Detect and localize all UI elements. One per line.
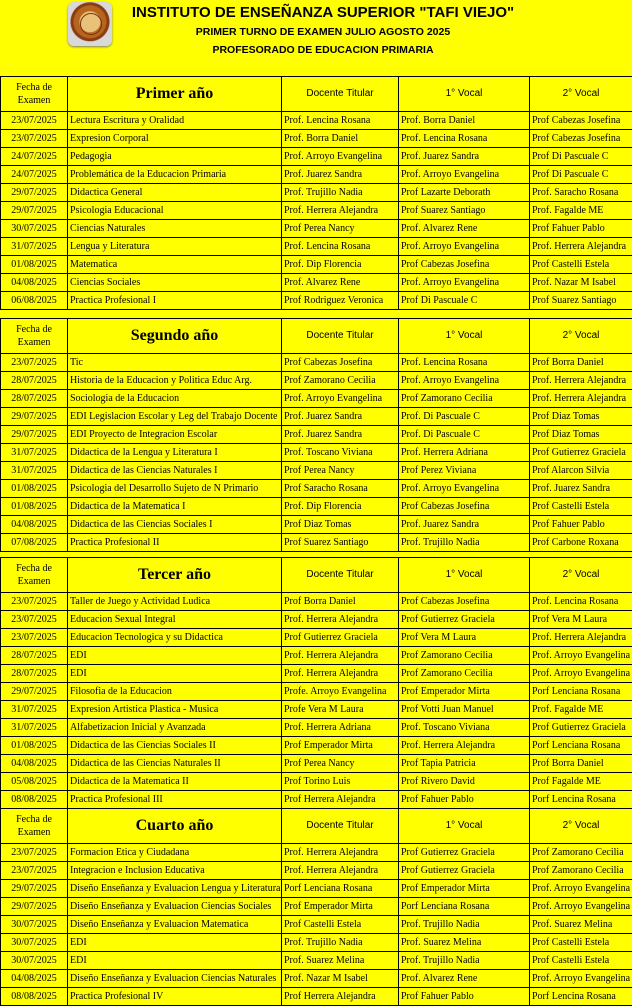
vocal1-cell: Prof Zamorano Cecilia	[399, 390, 530, 408]
vocal2-cell: Prof Di Pascuale C	[530, 166, 632, 184]
teacher-cell: Prof. Herrera Alejandra	[282, 647, 399, 665]
subject-cell: Educacion Tecnologica y su Didactica	[68, 629, 282, 647]
teacher-cell: Prof. Nazar M Isabel	[282, 970, 399, 988]
table-row	[1, 773, 632, 791]
section-table	[0, 557, 632, 809]
table-row	[1, 898, 632, 916]
table-row	[1, 112, 632, 130]
vocal1-cell: Prof. Trujillo Nadia	[399, 534, 530, 552]
subject-cell: Psicologia Educacional	[68, 202, 282, 220]
vocal1-cell: Prof. Toscano Viviana	[399, 719, 530, 737]
document-header	[0, 0, 632, 74]
exam-date-cell: 23/07/2025	[1, 593, 68, 611]
exam-date-cell: 01/08/2025	[1, 256, 68, 274]
subject-cell: Taller de Juego y Actividad Ludica	[68, 593, 282, 611]
vocal2-cell: Prof. Arroyo Evangelina	[530, 647, 632, 665]
teacher-column-header: Docente Titular	[282, 558, 399, 593]
table-row	[1, 516, 632, 534]
vocal2-cell: Prof Borra Daniel	[530, 354, 632, 372]
subject-cell: Ciencias Sociales	[68, 274, 282, 292]
teacher-column-header: Docente Titular	[282, 319, 399, 354]
vocal2-cell: Prof. Arroyo Evangelina	[530, 665, 632, 683]
teacher-cell: Prof Perea Nancy	[282, 755, 399, 773]
table-row	[1, 408, 632, 426]
table-row	[1, 390, 632, 408]
vocal2-cell: Prof Diaz Tomas	[530, 408, 632, 426]
vocal2-cell: Prof Zamorano Cecilia	[530, 862, 632, 880]
program-title: PROFESORADO DE EDUCACION PRIMARIA	[0, 44, 632, 56]
section-title: Cuarto año	[68, 809, 282, 844]
table-row	[1, 274, 632, 292]
vocal2-cell: Prof Borra Daniel	[530, 755, 632, 773]
subject-cell: Sociologia de la Educacion	[68, 390, 282, 408]
subject-cell: Matematica	[68, 256, 282, 274]
teacher-cell: Prof Gutierrez Graciela	[282, 629, 399, 647]
subject-cell: Diseño Enseñanza y Evaluacion Ciencias Naturales	[68, 970, 282, 988]
vocal2-column-header: 2° Vocal	[530, 319, 632, 354]
exam-date-cell: 23/07/2025	[1, 611, 68, 629]
vocal2-cell: Prof Suarez Santiago	[530, 292, 632, 310]
teacher-cell: Prof. Herrera Alejandra	[282, 202, 399, 220]
section-table	[0, 808, 632, 1006]
table-row	[1, 130, 632, 148]
teacher-cell: Prof. Herrera Alejandra	[282, 844, 399, 862]
teacher-cell: Prof Herrera Alejandra	[282, 988, 399, 1006]
exam-date-cell: 30/07/2025	[1, 934, 68, 952]
vocal1-column-header: 1° Vocal	[399, 319, 530, 354]
vocal1-cell: Prof. Arroyo Evangelina	[399, 166, 530, 184]
institute-title: INSTITUTO DE ENSEÑANZA SUPERIOR "TAFI VIEJO"	[0, 4, 632, 21]
vocal2-cell: Prof Castelli Estela	[530, 952, 632, 970]
table-row	[1, 737, 632, 755]
table-row	[1, 354, 632, 372]
subject-cell: Expresion Artistica Plastica - Musica	[68, 701, 282, 719]
teacher-cell: Prof. Toscano Viviana	[282, 444, 399, 462]
teacher-cell: Prof. Juarez Sandra	[282, 426, 399, 444]
subject-cell: Historia de la Educacion y Politica Educ Arg.	[68, 372, 282, 390]
exam-date-cell: 23/07/2025	[1, 354, 68, 372]
teacher-cell: Prof. Dip Florencia	[282, 498, 399, 516]
vocal2-cell: Prof. Saracho Rosana	[530, 184, 632, 202]
section-header-row	[1, 558, 632, 593]
section-title: Segundo año	[68, 319, 282, 354]
teacher-cell: Prof Emperador Mirta	[282, 898, 399, 916]
table-row	[1, 292, 632, 310]
subject-cell: Formacion Etica y Ciudadana	[68, 844, 282, 862]
teacher-cell: Prof. Juarez Sandra	[282, 166, 399, 184]
vocal1-cell: Prof Fahuer Pablo	[399, 988, 530, 1006]
exam-date-cell: 31/07/2025	[1, 238, 68, 256]
subject-cell: Didactica de la Matematica I	[68, 498, 282, 516]
exam-date-cell: 28/07/2025	[1, 647, 68, 665]
vocal1-cell: Prof Cabezas Josefina	[399, 498, 530, 516]
vocal2-cell: Prof. Herrera Alejandra	[530, 238, 632, 256]
vocal2-cell: Prof Cabezas Josefina	[530, 112, 632, 130]
table-row	[1, 988, 632, 1006]
subject-cell: Pedagogia	[68, 148, 282, 166]
subject-cell: Didactica de las Ciencias Sociales II	[68, 737, 282, 755]
vocal1-cell: Prof. Suarez Melina	[399, 934, 530, 952]
subject-cell: Didactica de las Ciencias Sociales I	[68, 516, 282, 534]
table-row	[1, 238, 632, 256]
teacher-cell: Prof. Herrera Alejandra	[282, 862, 399, 880]
subject-cell: Practica Profesional II	[68, 534, 282, 552]
vocal1-cell: Prof Rivero David	[399, 773, 530, 791]
teacher-cell: Prof. Herrera Alejandra	[282, 611, 399, 629]
table-row	[1, 148, 632, 166]
vocal1-cell: Prof. Juarez Sandra	[399, 516, 530, 534]
section-header-row	[1, 77, 632, 112]
vocal2-cell: Prof Gutierrez Graciela	[530, 719, 632, 737]
table-row	[1, 791, 632, 809]
teacher-cell: Prof. Dip Florencia	[282, 256, 399, 274]
exam-date-cell: 05/08/2025	[1, 773, 68, 791]
table-row	[1, 647, 632, 665]
table-row	[1, 593, 632, 611]
vocal2-cell: Prof. Lencina Rosana	[530, 593, 632, 611]
subject-cell: EDI Proyecto de Integracion Escolar	[68, 426, 282, 444]
vocal2-cell: Prof Fahuer Pablo	[530, 220, 632, 238]
vocal2-cell: Prof. Herrera Alejandra	[530, 629, 632, 647]
exam-date-cell: 24/07/2025	[1, 166, 68, 184]
vocal1-cell: Prof. Trujillo Nadia	[399, 916, 530, 934]
vocal1-cell: Prof. Di Pascuale C	[399, 408, 530, 426]
vocal1-cell: Prof Votti Juan Manuel	[399, 701, 530, 719]
table-row	[1, 934, 632, 952]
table-row	[1, 719, 632, 737]
exam-period-title: PRIMER TURNO DE EXAMEN JULIO AGOSTO 2025	[0, 26, 632, 38]
teacher-cell: Prof Saracho Rosana	[282, 480, 399, 498]
subject-cell: Practica Profesional IV	[68, 988, 282, 1006]
table-row	[1, 462, 632, 480]
subject-cell: Didactica General	[68, 184, 282, 202]
teacher-cell: Porf Lenciana Rosana	[282, 880, 399, 898]
vocal2-cell: Prof. Arroyo Evangelina	[530, 880, 632, 898]
exam-date-cell: 28/07/2025	[1, 665, 68, 683]
vocal1-column-header: 1° Vocal	[399, 77, 530, 112]
subject-cell: Didactica de la Lengua y Literatura I	[68, 444, 282, 462]
table-row	[1, 862, 632, 880]
teacher-cell: Prof Suarez Santiago	[282, 534, 399, 552]
table-row	[1, 880, 632, 898]
subject-cell: Didactica de la Matematica II	[68, 773, 282, 791]
vocal1-cell: Prof Gutierrez Graciela	[399, 611, 530, 629]
teacher-cell: Prof. Trujillo Nadia	[282, 934, 399, 952]
teacher-cell: Prof Perea Nancy	[282, 220, 399, 238]
subject-cell: EDI Legislacion Escolar y Leg del Trabajo Docente	[68, 408, 282, 426]
vocal1-cell: Prof. Di Pascuale C	[399, 426, 530, 444]
subject-cell: Practica Profesional I	[68, 292, 282, 310]
table-row	[1, 534, 632, 552]
teacher-cell: Prof Zamorano Cecilia	[282, 372, 399, 390]
section-header-row	[1, 809, 632, 844]
vocal1-cell: Prof. Arroyo Evangelina	[399, 480, 530, 498]
teacher-cell: Prof. Arroyo Evangelina	[282, 148, 399, 166]
vocal1-column-header: 1° Vocal	[399, 809, 530, 844]
date-column-header: Fecha de Examen	[1, 319, 68, 354]
vocal2-cell: Prof. Fagalde ME	[530, 701, 632, 719]
subject-cell: Psicologia del Desarrollo Sujeto de N Primario	[68, 480, 282, 498]
vocal2-column-header: 2° Vocal	[530, 809, 632, 844]
teacher-cell: Prof Torino Luis	[282, 773, 399, 791]
vocal1-cell: Prof Zamorano Cecilia	[399, 665, 530, 683]
table-row	[1, 755, 632, 773]
teacher-cell: Prof Perea Nancy	[282, 462, 399, 480]
exam-date-cell: 23/07/2025	[1, 862, 68, 880]
exam-date-cell: 04/08/2025	[1, 755, 68, 773]
vocal2-cell: Prof. Arroyo Evangelina	[530, 898, 632, 916]
exam-date-cell: 08/08/2025	[1, 791, 68, 809]
exam-date-cell: 29/07/2025	[1, 880, 68, 898]
vocal1-cell: Prof Tapia Patricia	[399, 755, 530, 773]
exam-date-cell: 04/08/2025	[1, 516, 68, 534]
exam-date-cell: 31/07/2025	[1, 444, 68, 462]
subject-cell: Practica Profesional III	[68, 791, 282, 809]
teacher-cell: Prof. Suarez Melina	[282, 952, 399, 970]
exam-date-cell: 04/08/2025	[1, 970, 68, 988]
subject-cell: Expresion Corporal	[68, 130, 282, 148]
table-row	[1, 629, 632, 647]
teacher-cell: Prof. Juarez Sandra	[282, 408, 399, 426]
exam-date-cell: 23/07/2025	[1, 844, 68, 862]
exam-date-cell: 29/07/2025	[1, 426, 68, 444]
vocal1-cell: Prof. Arroyo Evangelina	[399, 238, 530, 256]
subject-cell: Didactica de las Ciencias Naturales II	[68, 755, 282, 773]
exam-date-cell: 01/08/2025	[1, 498, 68, 516]
table-row	[1, 701, 632, 719]
vocal2-cell: Prof Gutierrez Graciela	[530, 444, 632, 462]
exam-date-cell: 29/07/2025	[1, 202, 68, 220]
vocal2-cell: Prof Castelli Estela	[530, 256, 632, 274]
table-row	[1, 166, 632, 184]
vocal2-cell: Prof Cabezas Josefina	[530, 130, 632, 148]
section-title: Tercer año	[68, 558, 282, 593]
vocal1-cell: Prof. Alvarez Rene	[399, 970, 530, 988]
exam-date-cell: 24/07/2025	[1, 148, 68, 166]
vocal2-cell: Prof Vera M Laura	[530, 611, 632, 629]
exam-date-cell: 07/08/2025	[1, 534, 68, 552]
table-row	[1, 184, 632, 202]
subject-cell: Problemática de la Educacion Primaria	[68, 166, 282, 184]
teacher-cell: Prof. Arroyo Evangelina	[282, 390, 399, 408]
subject-cell: Integracion e Inclusion Educativa	[68, 862, 282, 880]
subject-cell: EDI	[68, 934, 282, 952]
teacher-column-header: Docente Titular	[282, 809, 399, 844]
vocal1-cell: Prof. Juarez Sandra	[399, 148, 530, 166]
table-row	[1, 952, 632, 970]
vocal2-cell: Prof Carbone Roxana	[530, 534, 632, 552]
vocal2-cell: Prof Castelli Estela	[530, 934, 632, 952]
subject-cell: Diseño Enseñanza y Evaluacion Matematica	[68, 916, 282, 934]
subject-cell: Diseño Enseñanza y Evaluacion Lengua y Literatura	[68, 880, 282, 898]
section-table	[0, 76, 632, 310]
vocal1-cell: Prof Di Pascuale C	[399, 292, 530, 310]
date-column-header: Fecha de Examen	[1, 77, 68, 112]
subject-cell: EDI	[68, 647, 282, 665]
vocal2-cell: Prof Diaz Tomas	[530, 426, 632, 444]
exam-date-cell: 31/07/2025	[1, 719, 68, 737]
teacher-cell: Prof Herrera Alejandra	[282, 791, 399, 809]
vocal1-column-header: 1° Vocal	[399, 558, 530, 593]
table-row	[1, 220, 632, 238]
teacher-cell: Prof Castelli Estela	[282, 916, 399, 934]
exam-date-cell: 29/07/2025	[1, 184, 68, 202]
subject-cell: Diseño Enseñanza y Evaluacion Ciencias Sociales	[68, 898, 282, 916]
subject-cell: Ciencias Naturales	[68, 220, 282, 238]
vocal1-cell: Prof Cabezas Josefina	[399, 593, 530, 611]
vocal1-cell: Prof. Alvarez Rene	[399, 220, 530, 238]
vocal1-cell: Prof Vera M Laura	[399, 629, 530, 647]
teacher-cell: Prof Diaz Tomas	[282, 516, 399, 534]
teacher-cell: Prof Cabezas Josefina	[282, 354, 399, 372]
vocal2-cell: Porf Lenciana Rosana	[530, 683, 632, 701]
subject-cell: Tic	[68, 354, 282, 372]
subject-cell: EDI	[68, 952, 282, 970]
vocal2-cell: Prof Castelli Estela	[530, 498, 632, 516]
vocal2-cell: Prof. Juarez Sandra	[530, 480, 632, 498]
teacher-cell: Prof. Borra Daniel	[282, 130, 399, 148]
exam-date-cell: 30/07/2025	[1, 916, 68, 934]
subject-cell: Filosofia de la Educacion	[68, 683, 282, 701]
vocal1-cell: Prof. Borra Daniel	[399, 112, 530, 130]
table-row	[1, 202, 632, 220]
section-title: Primer año	[68, 77, 282, 112]
vocal2-cell: Porf Lenciana Rosana	[530, 737, 632, 755]
table-row	[1, 683, 632, 701]
section-table	[0, 318, 632, 552]
teacher-column-header: Docente Titular	[282, 77, 399, 112]
table-row	[1, 256, 632, 274]
exam-date-cell: 23/07/2025	[1, 629, 68, 647]
exam-date-cell: 28/07/2025	[1, 390, 68, 408]
vocal1-cell: Prof Emperador Mirta	[399, 683, 530, 701]
vocal1-cell: Prof. Trujillo Nadia	[399, 952, 530, 970]
vocal2-cell: Prof. Arroyo Evangelina	[530, 970, 632, 988]
vocal1-cell: Prof. Herrera Alejandra	[399, 737, 530, 755]
exam-date-cell: 31/07/2025	[1, 462, 68, 480]
vocal1-cell: Prof Fahuer Pablo	[399, 791, 530, 809]
table-row	[1, 844, 632, 862]
section-header-row	[1, 319, 632, 354]
vocal2-cell: Prof Zamorano Cecilia	[530, 844, 632, 862]
subject-cell: Didactica de las Ciencias Naturales I	[68, 462, 282, 480]
vocal1-cell: Prof Suarez Santiago	[399, 202, 530, 220]
exam-date-cell: 01/08/2025	[1, 737, 68, 755]
subject-cell: EDI	[68, 665, 282, 683]
vocal1-cell: Prof. Arroyo Evangelina	[399, 372, 530, 390]
date-column-header: Fecha de Examen	[1, 558, 68, 593]
teacher-cell: Prof. Lencina Rosana	[282, 112, 399, 130]
exam-date-cell: 30/07/2025	[1, 220, 68, 238]
vocal2-cell: Porf Lencina Rosana	[530, 988, 632, 1006]
subject-cell: Educacion Sexual Integral	[68, 611, 282, 629]
exam-date-cell: 29/07/2025	[1, 408, 68, 426]
exam-date-cell: 28/07/2025	[1, 372, 68, 390]
teacher-cell: Prof. Trujillo Nadia	[282, 184, 399, 202]
vocal2-cell: Prof. Suarez Melina	[530, 916, 632, 934]
exam-date-cell: 29/07/2025	[1, 683, 68, 701]
table-row	[1, 480, 632, 498]
date-column-header: Fecha de Examen	[1, 809, 68, 844]
teacher-cell: Prof Rodriguez Veronica	[282, 292, 399, 310]
exam-date-cell: 31/07/2025	[1, 701, 68, 719]
exam-date-cell: 30/07/2025	[1, 952, 68, 970]
vocal1-cell: Prof Gutierrez Graciela	[399, 844, 530, 862]
vocal1-cell: Prof Zamorano Cecilia	[399, 647, 530, 665]
vocal1-cell: Prof. Arroyo Evangelina	[399, 274, 530, 292]
table-row	[1, 916, 632, 934]
vocal1-cell: Prof Lazarte Deborath	[399, 184, 530, 202]
vocal1-cell: Prof. Lencina Rosana	[399, 130, 530, 148]
exam-date-cell: 29/07/2025	[1, 898, 68, 916]
table-row	[1, 372, 632, 390]
vocal2-cell: Prof Di Pascuale C	[530, 148, 632, 166]
exam-date-cell: 01/08/2025	[1, 480, 68, 498]
teacher-cell: Profe Vera M Laura	[282, 701, 399, 719]
teacher-cell: Prof. Herrera Alejandra	[282, 665, 399, 683]
vocal2-column-header: 2° Vocal	[530, 558, 632, 593]
vocal1-cell: Prof Gutierrez Graciela	[399, 862, 530, 880]
exam-date-cell: 23/07/2025	[1, 112, 68, 130]
table-row	[1, 665, 632, 683]
vocal1-cell: Prof Emperador Mirta	[399, 880, 530, 898]
table-row	[1, 498, 632, 516]
vocal2-cell: Porf Lencina Rosana	[530, 791, 632, 809]
vocal2-cell: Prof. Nazar M Isabel	[530, 274, 632, 292]
table-row	[1, 444, 632, 462]
vocal1-cell: Prof. Lencina Rosana	[399, 354, 530, 372]
exam-date-cell: 06/08/2025	[1, 292, 68, 310]
vocal1-cell: Porf Lenciana Rosana	[399, 898, 530, 916]
table-row	[1, 426, 632, 444]
teacher-cell: Prof. Alvarez Rene	[282, 274, 399, 292]
exam-date-cell: 23/07/2025	[1, 130, 68, 148]
vocal2-cell: Prof Alarcon Silvia	[530, 462, 632, 480]
subject-cell: Lectura Escritura y Oralidad	[68, 112, 282, 130]
vocal1-cell: Prof Perez Viviana	[399, 462, 530, 480]
subject-cell: Alfabetizacion Inicial y Avanzada	[68, 719, 282, 737]
exam-date-cell: 04/08/2025	[1, 274, 68, 292]
vocal2-cell: Prof Fahuer Pablo	[530, 516, 632, 534]
vocal1-cell: Prof. Herrera Adriana	[399, 444, 530, 462]
teacher-cell: Prof. Herrera Adriana	[282, 719, 399, 737]
teacher-cell: Prof. Lencina Rosana	[282, 238, 399, 256]
vocal2-cell: Prof. Fagalde ME	[530, 202, 632, 220]
table-row	[1, 970, 632, 988]
teacher-cell: Prof Emperador Mirta	[282, 737, 399, 755]
vocal2-cell: Prof Fagalde ME	[530, 773, 632, 791]
table-row	[1, 611, 632, 629]
exam-date-cell: 08/08/2025	[1, 988, 68, 1006]
vocal2-cell: Prof. Herrera Alejandra	[530, 390, 632, 408]
subject-cell: Lengua y Literatura	[68, 238, 282, 256]
vocal1-cell: Prof Cabezas Josefina	[399, 256, 530, 274]
vocal2-column-header: 2° Vocal	[530, 77, 632, 112]
vocal2-cell: Prof. Herrera Alejandra	[530, 372, 632, 390]
teacher-cell: Profe. Arroyo Evangelina	[282, 683, 399, 701]
teacher-cell: Prof Borra Daniel	[282, 593, 399, 611]
